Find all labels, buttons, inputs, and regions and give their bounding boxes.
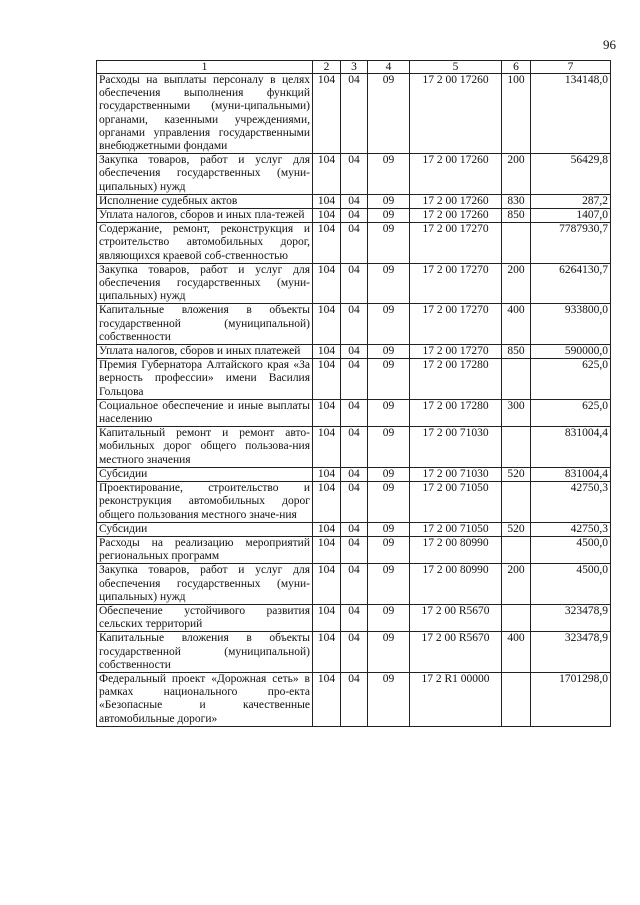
subsection-code: 09: [368, 74, 410, 154]
amount-value: 933800,0: [531, 304, 611, 345]
section-code: 04: [341, 632, 368, 673]
section-code: 04: [341, 604, 368, 631]
subsection-code: 09: [368, 467, 410, 481]
table-row: [97, 154, 611, 195]
table-row: [97, 522, 611, 536]
table-row: [97, 209, 611, 223]
ministry-code: 104: [313, 482, 341, 523]
expense-type-code: 100: [502, 74, 531, 154]
amount-value: 625,0: [531, 399, 611, 426]
ministry-code: 104: [313, 194, 341, 208]
amount-value: 323478,9: [531, 632, 611, 673]
section-code: 04: [341, 209, 368, 223]
subsection-code: 09: [368, 632, 410, 673]
amount-value: 42750,3: [531, 482, 611, 523]
column-header: 6: [502, 61, 531, 74]
subsection-code: 09: [368, 194, 410, 208]
table-row: [97, 604, 611, 631]
expense-type-code: [502, 482, 531, 523]
ministry-code: 104: [313, 263, 341, 304]
expense-name: Закупка товаров, работ и услуг для обеспечения государственных (муни-ципальных) нужд: [97, 154, 313, 195]
target-article-code: 17 2 00 71050: [410, 522, 502, 536]
expense-type-code: 850: [502, 345, 531, 359]
expense-type-code: [502, 672, 531, 726]
expense-name: Социальное обеспечение и иные выплаты населению: [97, 399, 313, 426]
expense-name: Закупка товаров, работ и услуг для обеспечения государственных (муни-ципальных) нужд: [97, 564, 313, 605]
expense-name: Закупка товаров, работ и услуг для обеспечения государственных (муни-ципальных) нужд: [97, 263, 313, 304]
expense-name: Исполнение судебных актов: [97, 194, 313, 208]
ministry-code: 104: [313, 345, 341, 359]
section-code: 04: [341, 536, 368, 563]
section-code: 04: [341, 522, 368, 536]
ministry-code: 104: [313, 604, 341, 631]
expense-name: Федеральный проект «Дорожная сеть» в рамках национального про-екта «Безопасные и качественные автомобильные дороги»: [97, 672, 313, 726]
subsection-code: 09: [368, 427, 410, 468]
section-code: 04: [341, 263, 368, 304]
expense-name: Уплата налогов, сборов и иных пла-тежей: [97, 209, 313, 223]
ministry-code: 104: [313, 223, 341, 264]
ministry-code: 104: [313, 632, 341, 673]
amount-value: 56429,8: [531, 154, 611, 195]
table-row: [97, 632, 611, 673]
ministry-code: 104: [313, 427, 341, 468]
table-row: [97, 467, 611, 481]
expense-type-code: 520: [502, 467, 531, 481]
expense-type-code: 200: [502, 564, 531, 605]
amount-value: 6264130,7: [531, 263, 611, 304]
expense-name: Содержание, ремонт, реконструкция и строительство автомобильных дорог, являющихся краевой соб-ственностью: [97, 223, 313, 264]
expense-name: Обеспечение устойчивого развития сельских территорий: [97, 604, 313, 631]
ministry-code: 104: [313, 399, 341, 426]
column-header: 7: [531, 61, 611, 74]
subsection-code: 09: [368, 564, 410, 605]
target-article-code: 17 2 00 17270: [410, 263, 502, 304]
column-header: 2: [313, 61, 341, 74]
amount-value: 4500,0: [531, 564, 611, 605]
ministry-code: 104: [313, 359, 341, 400]
table-row: [97, 304, 611, 345]
table-row: [97, 536, 611, 563]
amount-value: 134148,0: [531, 74, 611, 154]
expense-type-code: 400: [502, 304, 531, 345]
expense-name: Субсидии: [97, 522, 313, 536]
header-row: [97, 61, 611, 74]
target-article-code: 17 2 00 17260: [410, 74, 502, 154]
expense-name: Расходы на выплаты персоналу в целях обеспечения выполнения функций государственными (муни-ципальными) органами, казенными учреждениями, органами управления государственными внебюджетными фондами: [97, 74, 313, 154]
section-code: 04: [341, 427, 368, 468]
amount-value: 625,0: [531, 359, 611, 400]
amount-value: 831004,4: [531, 427, 611, 468]
expense-type-code: 850: [502, 209, 531, 223]
ministry-code: 104: [313, 467, 341, 481]
target-article-code: 17 2 00 17270: [410, 223, 502, 264]
expense-type-code: 520: [502, 522, 531, 536]
subsection-code: 09: [368, 345, 410, 359]
table-row: [97, 359, 611, 400]
budget-table: [96, 60, 611, 727]
section-code: 04: [341, 223, 368, 264]
expense-name: Расходы на реализацию мероприятий региональных программ: [97, 536, 313, 563]
section-code: 04: [341, 194, 368, 208]
expense-type-code: [502, 536, 531, 563]
ministry-code: 104: [313, 304, 341, 345]
expense-type-code: [502, 427, 531, 468]
ministry-code: 104: [313, 536, 341, 563]
ministry-code: 104: [313, 74, 341, 154]
expense-type-code: 300: [502, 399, 531, 426]
expense-name: Капитальный ремонт и ремонт авто-мобильных дорог общего пользова-ния местного значения: [97, 427, 313, 468]
table-row: [97, 263, 611, 304]
column-header: 4: [368, 61, 410, 74]
section-code: 04: [341, 154, 368, 195]
subsection-code: 09: [368, 209, 410, 223]
table-row: [97, 482, 611, 523]
expense-type-code: 200: [502, 263, 531, 304]
section-code: 04: [341, 564, 368, 605]
section-code: 04: [341, 467, 368, 481]
amount-value: 1701298,0: [531, 672, 611, 726]
target-article-code: 17 2 00 17260: [410, 194, 502, 208]
amount-value: 7787930,7: [531, 223, 611, 264]
expense-type-code: 200: [502, 154, 531, 195]
target-article-code: 17 2 00 71030: [410, 467, 502, 481]
column-header: 5: [410, 61, 502, 74]
section-code: 04: [341, 74, 368, 154]
table-row: [97, 345, 611, 359]
subsection-code: 09: [368, 154, 410, 195]
subsection-code: 09: [368, 522, 410, 536]
amount-value: 323478,9: [531, 604, 611, 631]
amount-value: 590000,0: [531, 345, 611, 359]
expense-type-code: 400: [502, 632, 531, 673]
expense-name: Субсидии: [97, 467, 313, 481]
section-code: 04: [341, 482, 368, 523]
subsection-code: 09: [368, 399, 410, 426]
target-article-code: 17 2 00 71050: [410, 482, 502, 523]
expense-name: Премия Губернатора Алтайского края «За верность профессии» имени Василия Гольцова: [97, 359, 313, 400]
subsection-code: 09: [368, 263, 410, 304]
table-row: [97, 672, 611, 726]
target-article-code: 17 2 00 R5670: [410, 604, 502, 631]
amount-value: 287,2: [531, 194, 611, 208]
expense-type-code: 830: [502, 194, 531, 208]
target-article-code: 17 2 00 R5670: [410, 632, 502, 673]
target-article-code: 17 2 00 80990: [410, 536, 502, 563]
section-code: 04: [341, 399, 368, 426]
target-article-code: 17 2 00 17260: [410, 209, 502, 223]
expense-type-code: [502, 359, 531, 400]
table-row: [97, 427, 611, 468]
amount-value: 42750,3: [531, 522, 611, 536]
subsection-code: 09: [368, 304, 410, 345]
table-row: [97, 223, 611, 264]
section-code: 04: [341, 345, 368, 359]
column-header: 1: [97, 61, 313, 74]
amount-value: 831004,4: [531, 467, 611, 481]
expense-name: Проектирование, строительство и реконструкция автомобильных дорог общего пользования местного значе-ния: [97, 482, 313, 523]
target-article-code: 17 2 00 17260: [410, 154, 502, 195]
subsection-code: 09: [368, 223, 410, 264]
table-row: [97, 399, 611, 426]
target-article-code: 17 2 00 17270: [410, 304, 502, 345]
expense-name: Капитальные вложения в объекты государственной (муниципальной) собственности: [97, 632, 313, 673]
target-article-code: 17 2 00 17280: [410, 399, 502, 426]
ministry-code: 104: [313, 564, 341, 605]
subsection-code: 09: [368, 672, 410, 726]
subsection-code: 09: [368, 359, 410, 400]
column-header: 3: [341, 61, 368, 74]
expense-type-code: [502, 223, 531, 264]
page-number: 96: [603, 37, 616, 52]
target-article-code: 17 2 R1 00000: [410, 672, 502, 726]
target-article-code: 17 2 00 80990: [410, 564, 502, 605]
ministry-code: 104: [313, 522, 341, 536]
subsection-code: 09: [368, 536, 410, 563]
expense-type-code: [502, 604, 531, 631]
subsection-code: 09: [368, 482, 410, 523]
ministry-code: 104: [313, 154, 341, 195]
amount-value: 1407,0: [531, 209, 611, 223]
subsection-code: 09: [368, 604, 410, 631]
expense-name: Капитальные вложения в объекты государственной (муниципальной) собственности: [97, 304, 313, 345]
amount-value: 4500,0: [531, 536, 611, 563]
target-article-code: 17 2 00 17270: [410, 345, 502, 359]
section-code: 04: [341, 672, 368, 726]
target-article-code: 17 2 00 71030: [410, 427, 502, 468]
target-article-code: 17 2 00 17280: [410, 359, 502, 400]
table-row: [97, 564, 611, 605]
table-row: [97, 194, 611, 208]
expense-name: Уплата налогов, сборов и иных платежей: [97, 345, 313, 359]
ministry-code: 104: [313, 672, 341, 726]
section-code: 04: [341, 304, 368, 345]
section-code: 04: [341, 359, 368, 400]
ministry-code: 104: [313, 209, 341, 223]
table-row: [97, 74, 611, 154]
